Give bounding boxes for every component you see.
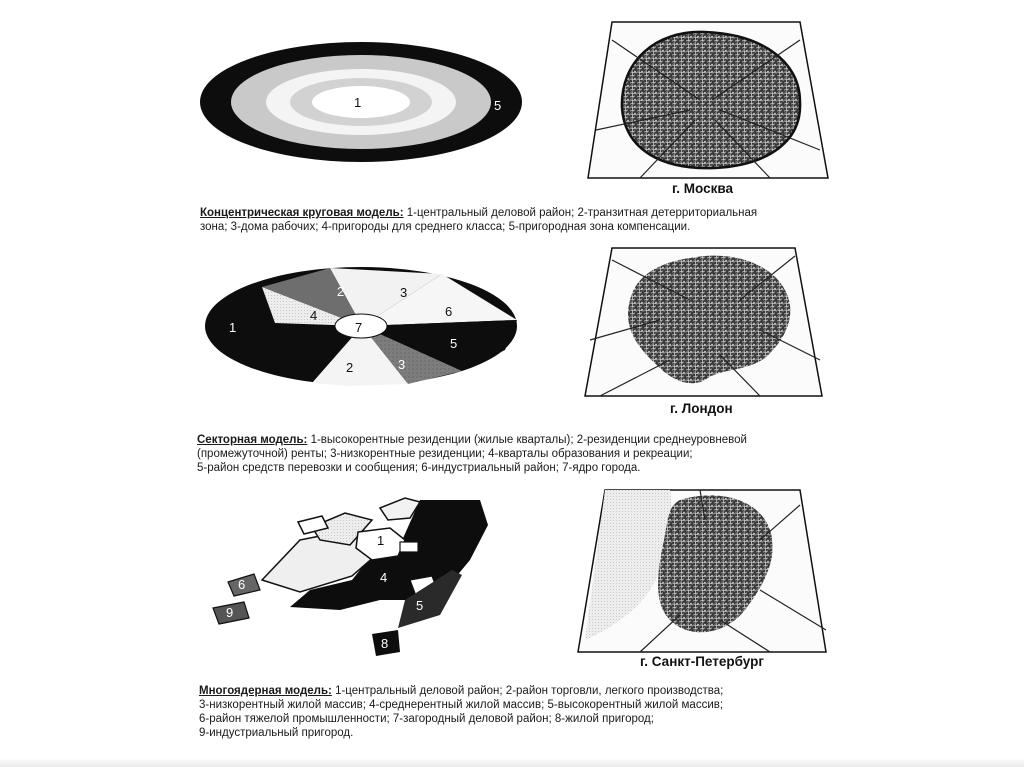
district-1-arm [400,542,418,552]
caption-sector-line1: 1-высокорентные резиденции (жилые кварталы); 2-резиденции среднеуровневой [307,434,747,446]
multi-label-8: 8 [381,636,389,651]
sector-label-3-south: 3 [398,357,406,372]
sector-label-4: 4 [310,308,318,323]
concentric-label-1: 1 [354,95,362,110]
caption-sector-line2: (промежуточной) ренты; 3-низкорентные резиденции; 4-кварталы образования и рекреации; [197,448,693,460]
sector-label-6: 6 [445,304,453,319]
caption-multi-line2: 3-низкорентный жилой массив; 4-среднерентный жилой массив; 5-высокорентный жилой массив; [199,699,724,711]
sector-label-1: 1 [229,320,237,335]
map-london [585,248,822,396]
sector-label-2-south: 2 [346,360,354,375]
caption-multi-line1: 1-центральный деловой район; 2-район торговли, легкого производства; [331,685,724,697]
concentric-label-5: 5 [494,98,502,113]
multi-label-9: 9 [226,605,234,620]
city-label-moscow: г. Москва [672,181,733,196]
sector-model-diagram [205,267,517,386]
sector-label-2-north: 2 [337,284,345,299]
city-label-london: г. Лондон [670,401,733,416]
caption-concentric-line2: зона; 3-дома рабочих; 4-пригороды для среднего класса; 5-пригородная зона компенсации. [200,221,691,233]
caption-multi [199,684,839,740]
multi-label-6: 6 [238,577,246,592]
multi-label-1: 1 [377,533,385,548]
sector-label-3-north: 3 [400,285,408,300]
caption-multi-line4: 9-индустриальный пригород. [199,727,354,739]
caption-concentric-title: Концентрическая круговая модель: [200,207,404,219]
caption-concentric [200,206,840,234]
map-moscow [588,22,828,178]
multi-nuclei-model-diagram [213,498,488,656]
city-label-spb: г. Санкт-Петербург [640,654,764,669]
map-moscow-city-mass [622,32,800,168]
caption-sector-title: Секторная модель: [197,434,308,446]
map-spb [578,490,826,652]
caption-multi-title: Многоядерная модель: [199,685,332,697]
concentric-model-diagram [200,42,522,162]
caption-sector [197,433,857,475]
multi-label-5: 5 [416,598,424,613]
caption-multi-line3: 6-район тяжелой промышленности; 7-загородный деловой район; 8-жилой пригород; [199,713,654,725]
sector-label-5: 5 [450,336,458,351]
multi-label-4: 4 [380,570,388,585]
bottom-edge-shade [0,758,1024,767]
caption-concentric-line1: 1-центральный деловой район; 2-транзитная детерриториальная [403,207,758,219]
sector-label-7: 7 [355,320,363,335]
caption-sector-line3: 5-район средств перевозки и сообщения; 6-индустриальный район; 7-ядро города. [197,462,641,474]
